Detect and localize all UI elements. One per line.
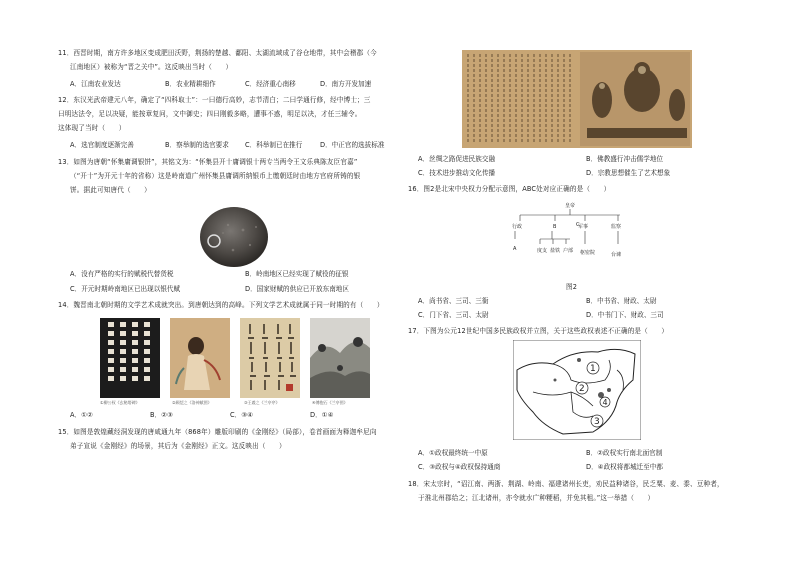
q11-option-d[interactable]: D．南方开发加速 [320,80,372,88]
q17-option-b[interactable]: B．②政权实行南北面官制 [586,449,663,457]
diagram-mid-1: 行政 [512,224,523,230]
q16-option-c[interactable]: C．门下省、三司、太尉 [418,311,489,319]
q11-option-b[interactable]: B．农业精耕细作 [165,80,216,88]
q13-line-3: 饼。据此可知唐代（ ） [70,186,151,194]
q12-line-1: 12．东汉光武帝建元八年，确定了“四科取士”：一曰德行高妙，志节清白；二曰学通行修，经中博士；三 [58,96,371,104]
q17-option-c[interactable]: C．③政权与④政权保持通商 [418,463,501,471]
q17-option-d[interactable]: D．④政权将都城迁至中都 [586,463,663,471]
diagram-bottom-mid-3: 户部 [563,248,574,254]
q12-option-d[interactable]: D．中正官的选拔标准 [320,141,385,149]
q12-option-c[interactable]: C．科举制已在推行 [245,141,303,149]
luoshen-painting-image [170,318,230,398]
figure-2-caption: 图2 [566,283,578,291]
diagram-bottom-mid-1: 度支 [537,248,548,254]
diagram-bottom-mid-2: 盐铁 [550,248,561,254]
map-label-2: 2 [579,384,585,394]
q14-option-a[interactable]: A．①② [70,411,93,419]
q15-option-d[interactable]: D．宗教思想催生了艺术想象 [586,169,671,177]
q14-caption-1: ①柳公权《玄秘塔碑》 [100,400,140,405]
q14-line-1: 14．魏晋南北朝时期的文学艺术成就突出。到唐朝达到的高峰。下列文学艺术成就属于同一时期的有（ ） [58,301,384,309]
q13-option-b[interactable]: B．岭南地区已经实现了赋役的征银 [245,270,349,278]
q12-line-2: 曰明达法令，足以决疑，能按章复问，文中御史；四曰刚毅多略，遭事不惑，明足以决，才任三辅令。 [58,110,362,118]
q17-line-1: 17．下图为公元12世纪中国多民族政权并立图，关于这些政权表述不正确的是（ ） [408,327,669,335]
calligraphy-stele-image [100,318,160,398]
q15-option-c[interactable]: C．技术进步推动文化传播 [418,169,496,177]
q18-line-2: 于淮北州郡给之；江北诸州，亦令就水广种粳稻，并免其租。”这一举措（ ） [418,494,655,502]
q13-line-1: 13．如图为唐朝“怀集庸调银饼”，其铭文为：“怀集县开十庸调银十两专当两令王文乐典陈友臣官嘉” [58,158,358,166]
q13-line-2: （“开十”为开元十年的省称）这是岭南道广州怀集县庸调所纳银币上缴朝廷时由地方官府所铸的银 [70,172,361,180]
q14-caption-4: ④傅抱石《兰亭图》 [312,400,348,405]
lanting-calligraphy-image [240,318,300,398]
q15-option-b[interactable]: B．佛教盛行冲击儒学地位 [586,155,664,163]
silver-cake-image [198,205,270,269]
diagram-mid-3: 军事 [578,224,589,230]
q14-option-c[interactable]: C．③④ [230,411,254,419]
q11-line-2: 江南地区）被称为“晋之关中”。这反映出当时（ ） [70,63,233,71]
song-power-diagram [510,198,630,278]
q16-option-b[interactable]: B．中书省、财政、太尉 [586,297,657,305]
q16-line-1: 16．图2是北宋中央权力分配示意图，ABC处对应正确的是（ ） [408,185,611,193]
q15-line-2: 弟子宣说《金刚经》的场景，其后为《金刚经》正文。这反映出（ ） [70,442,286,450]
q12-line-3: 这体现了当时（ ） [58,124,126,132]
diagram-bottom-right: 台谏 [611,252,622,258]
q14-option-d[interactable]: D．①④ [310,411,334,419]
map-label-4: 4 [602,398,608,407]
diamond-sutra-image [462,50,692,148]
q16-option-a[interactable]: A．尚书省、三司、三衙 [418,297,489,305]
q14-caption-3: ③王羲之《兰亭序》 [244,400,280,405]
q15-line-1: 15．如图是敦煌藏经洞发现的唐咸通九年（868年）雕版印刷的《金刚经》（局部），卷首画面为释迦牟尼向 [58,428,377,436]
q12-option-b[interactable]: B．察举制的选官要求 [165,141,229,149]
diagram-c-label: C [576,222,580,228]
diagram-bottom-left: A [513,246,517,252]
q16-option-d[interactable]: D．中书门下、财政、三司 [586,311,664,319]
q13-option-c[interactable]: C．开元时期岭南地区已出现以银代赋 [70,285,181,293]
q14-caption-2: ②顾恺之《洛神赋图》 [172,400,212,405]
diagram-mid-4: 监察 [611,224,622,230]
diagram-bottom-c: 枢密院 [580,250,596,256]
q11-line-1: 11．西晋时期，南方许多地区变成肥田沃野，荆扬的楚越、鄱阳、太湖流域成了谷仓地带，其中会稽郡（今 [58,49,377,57]
lanting-landscape-image [310,318,370,398]
q11-option-a[interactable]: A．江南农业发达 [70,80,121,88]
q15-option-a[interactable]: A．丝绸之路促进民族交融 [418,155,496,163]
song-era-map [513,340,641,440]
map-label-3: 3 [594,417,600,427]
q12-option-a[interactable]: A．选官制度逐渐完善 [70,141,134,149]
q18-line-1: 18．宋太宗时，“诏江南、两浙、荆湖、岭南、福建诸州长吏，劝民益种诸谷，民乏粟、麦、黍、豆种者， [408,480,724,488]
q11-option-c[interactable]: C．经济重心南移 [245,80,296,88]
diagram-top: 皇帝 [565,203,576,209]
q14-option-b[interactable]: B．②③ [150,411,173,419]
diagram-mid-2: B [553,224,557,230]
q13-option-a[interactable]: A．没有严格的实行的赋税代替货税 [70,270,174,278]
q13-option-d[interactable]: D．国家财赋的供应已开放东南地区 [245,285,349,293]
q17-option-a[interactable]: A．①政权最终统一中原 [418,449,488,457]
map-label-1: 1 [590,364,596,374]
